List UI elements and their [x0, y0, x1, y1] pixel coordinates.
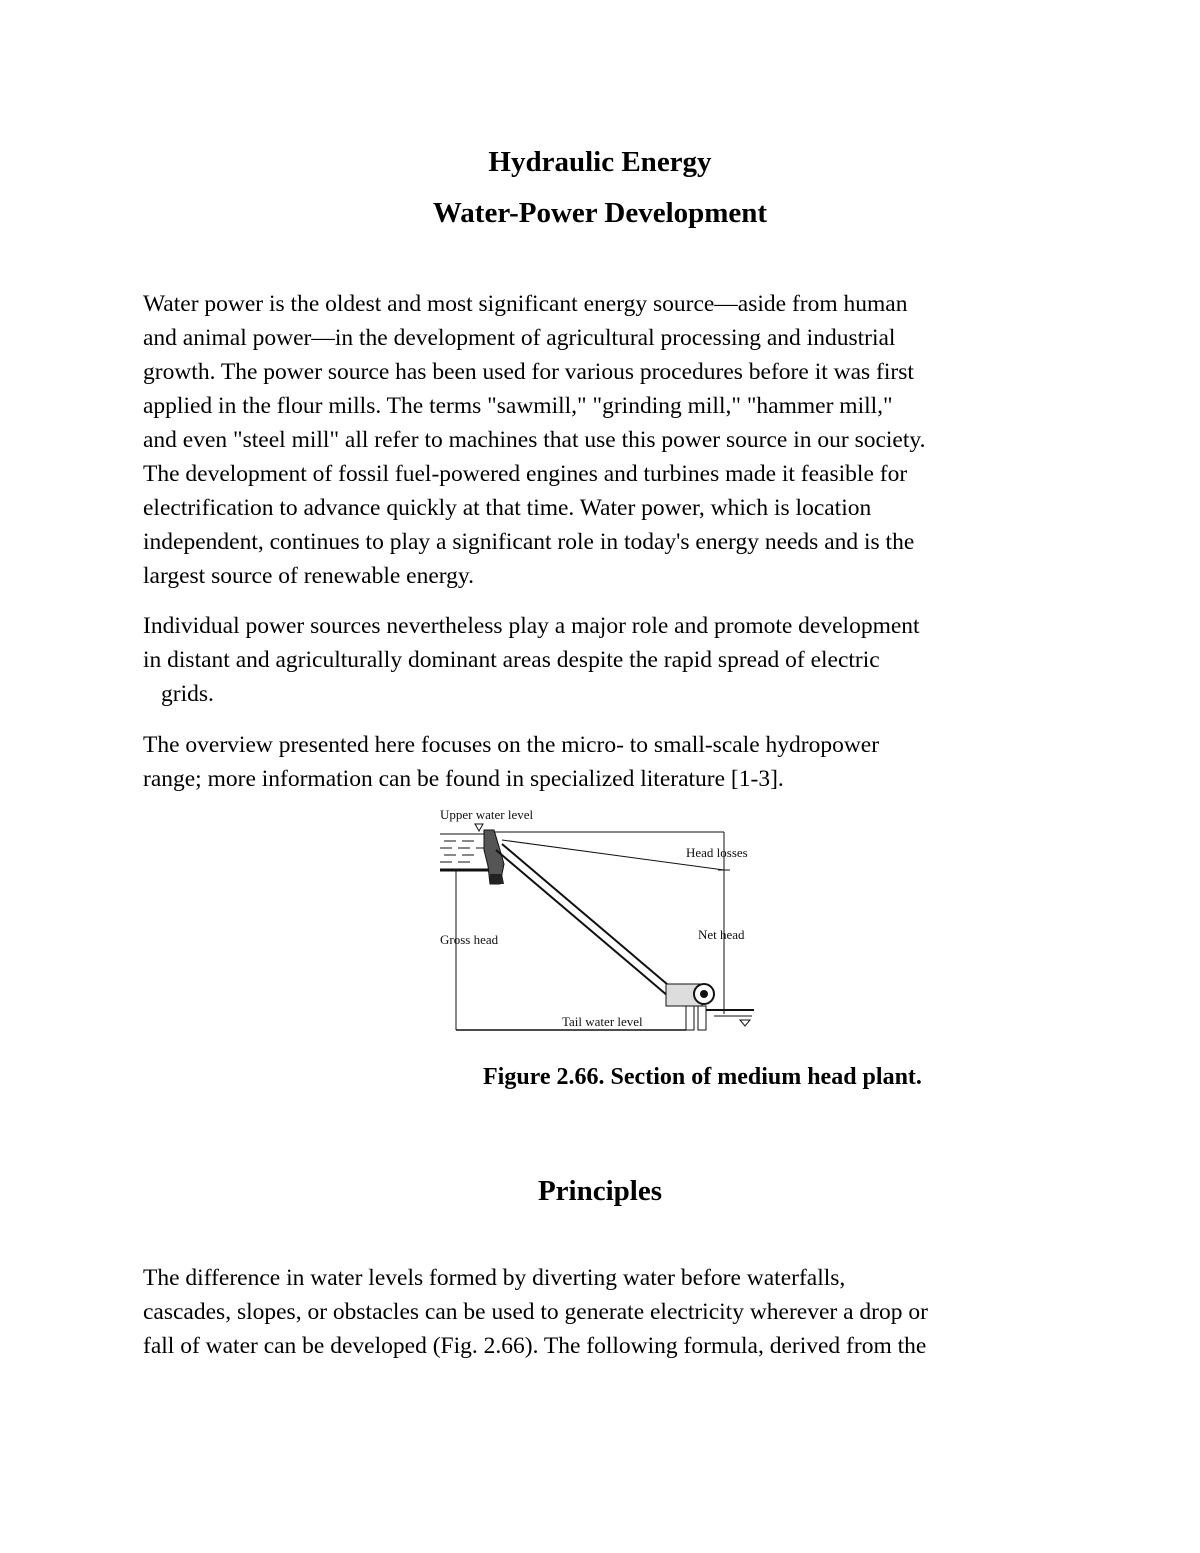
text-line: in distant and agriculturally dominant areas despite the rapid spread of electric: [143, 647, 880, 673]
text-line: electrification to advance quickly at that time. Water power, which is location: [143, 495, 872, 521]
upper-water-level-label: Upper water level: [440, 807, 534, 822]
tail-water-level-label: Tail water level: [562, 1014, 643, 1029]
text-line: grids.: [161, 681, 214, 707]
text-line: Individual power sources nevertheless play a major role and promote development: [143, 613, 920, 639]
text-line: The difference in water levels formed by diverting water before waterfalls,: [143, 1265, 846, 1291]
water-level-marker-icon: [475, 824, 483, 831]
net-head-label: Net head: [698, 927, 745, 942]
text-line: fall of water can be developed (Fig. 2.66). The following formula, derived from the: [143, 1333, 927, 1359]
text-line: Water power is the oldest and most significant energy source—aside from human: [143, 291, 908, 317]
text-line: independent, continues to play a significant role in today's energy needs and is the: [143, 529, 915, 555]
text-line: growth. The power source has been used for various procedures before it was first: [143, 359, 914, 385]
draft-tube: [686, 1006, 694, 1030]
text-line: range; more information can be found in specialized literature [1-3].: [143, 766, 784, 792]
document-subtitle: Water-Power Development: [432, 197, 768, 229]
paragraph-principles: [143, 1261, 1073, 1363]
text-line: and even "steel mill" all refer to machines that use this power source in our society.: [143, 427, 926, 453]
penstock-lower-edge: [496, 850, 668, 996]
text-line: largest source of renewable energy.: [143, 563, 475, 589]
intake-gate: [490, 874, 504, 884]
text-line: applied in the flour mills. The terms "sawmill," "grinding mill," "hammer mill,": [143, 393, 893, 419]
reservoir-water: [440, 834, 486, 862]
text-line: The development of fossil fuel-powered engines and turbines made it feasible for: [143, 461, 908, 487]
turbine-hub: [700, 990, 708, 998]
text-line: and animal power—in the development of agricultural processing and industrial: [143, 325, 896, 351]
figure-caption: Figure 2.66. Section of medium head plant.: [483, 1064, 922, 1090]
text-line: cascades, slopes, or obstacles can be used to generate electricity wherever a drop or: [143, 1299, 928, 1325]
section-heading-principles: Principles: [537, 1175, 663, 1207]
penstock-upper-edge: [502, 844, 674, 990]
tail-level-marker-icon: [740, 1020, 750, 1026]
text-line: The overview presented here focuses on the micro- to small-scale hydropower: [143, 732, 880, 758]
gross-head-label: Gross head: [440, 932, 499, 947]
draft-tube-wall: [698, 1006, 706, 1030]
document-title: Hydraulic Energy: [488, 146, 712, 178]
paragraph-intro: [143, 287, 1073, 593]
paragraph-overview: [143, 728, 1073, 796]
head-losses-label: Head losses: [686, 845, 748, 860]
medium-head-plant-diagram: [434, 804, 774, 1044]
paragraph-individual-sources: [143, 609, 1073, 711]
